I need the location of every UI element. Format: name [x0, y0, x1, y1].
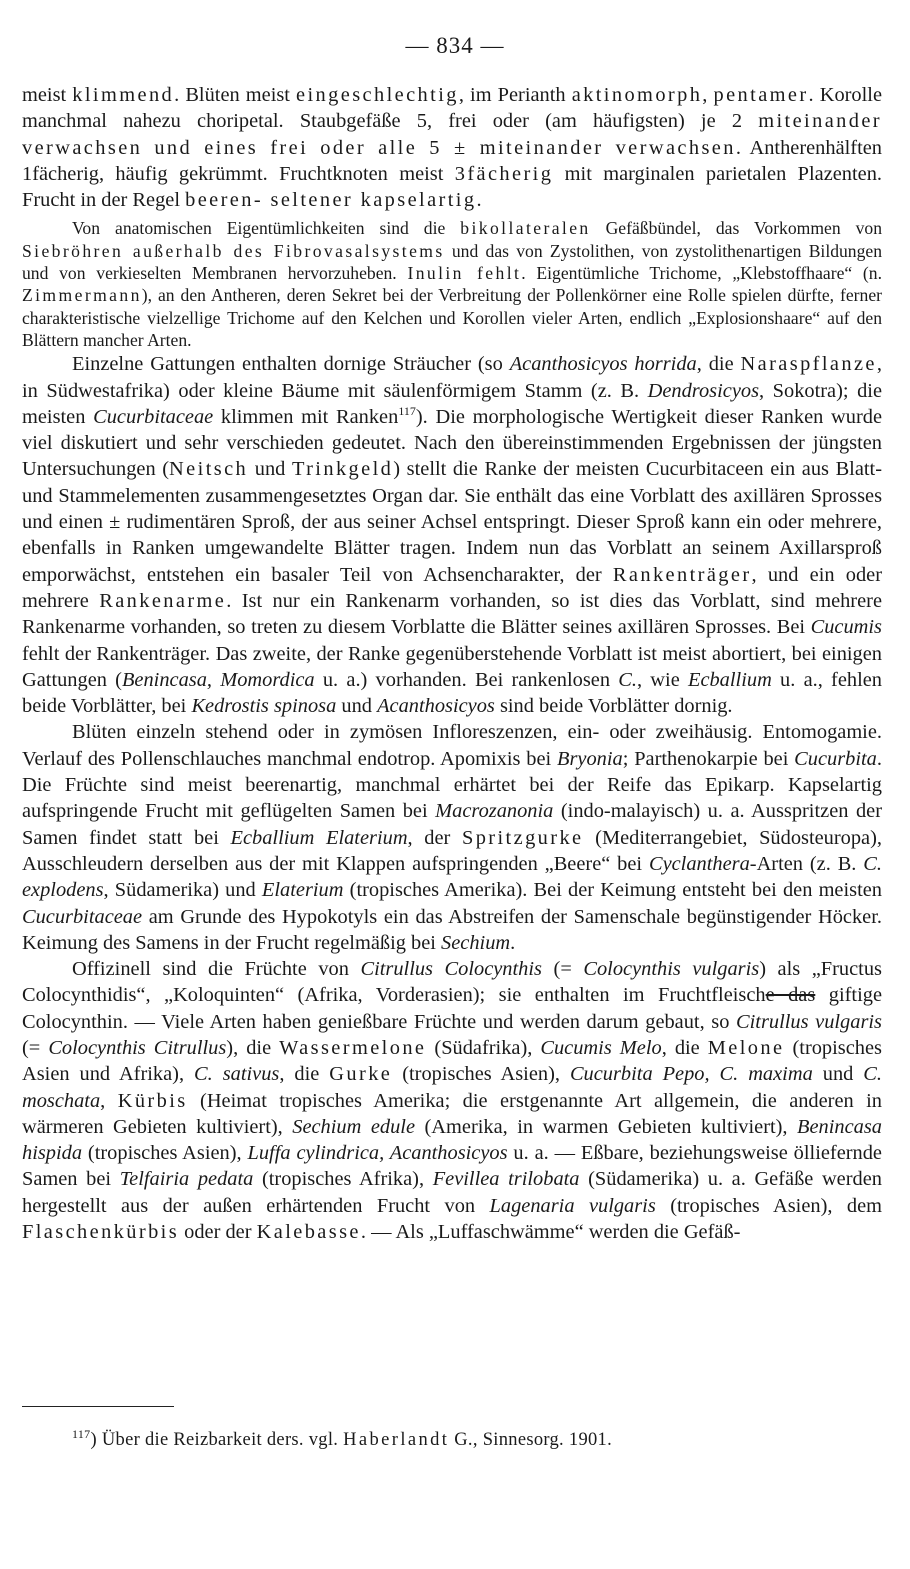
footnote: $^{117}$) Über die Reizbarkeit ders. vgl. Haberlandt G., Sinnesorg. 1901. [72, 1426, 613, 1450]
paragraph-flower-description: meist klimmend. Blüten meist eingeschlechtig, im Perianth aktinomorph, pentamer. Korolle manchmal nahezu choripetal. Staubgefäße 5, frei oder (am häufigsten) je 2 miteinander verwachsen und eines frei oder alle 5 ± miteinander verwachsen. Antherenhälften 1fächerig, häufig gekrümmt. Fruchtknoten meist 3fächerig mit marginalen parietalen Plazenten. Frucht in der Regel beeren- seltener kapselartig. [22, 84, 883, 212]
paragraph-anatomy: Von anatomischen Eigentümlichkeiten sind die bikollateralen Gefäßbündel, das Vorkommen von Siebröhren außerhalb des Fibrovasalsystems und das von Zystolithen, von zystolithenartigen Bildungen und von verkieselten Membranen hervorzuheben. Inulin fehlt. Eigentümliche Trichome, „Klebstoffhaare“ (n. Zimmermann), an den Antheren, deren Sekret bei der Verbreitung der Pollenkörner eine Rolle spielen dürfte, ferner charakteristische vielzellige Trichome auf den Kelchen und Korollen vieler Arten, endlich „Explosionshaare“ auf den Blättern mancher Arten. [22, 218, 883, 350]
paragraph-tendrils: Einzelne Gattungen enthalten dornige Sträucher (so Acanthosicyos horrida, die Naraspflanze, in Südwestafrika) oder kleine Bäume mit säulenförmigem Stamm (z. B. Dendrosicyos, Sokotra); die meisten Cucurbitaceae klimmen mit Ranken$^{117}$). Die morphologische Wertigkeit dieser Ranken wurde viel diskutiert und sehr verschieden gedeutet. Nach den übereinstimmenden Ergebnissen der jüngsten Untersuchungen (Neitsch und Trinkgeld) stellt die Ranke der meisten Cucurbitaceen ein aus Blatt- und Stammelementen zusammengesetztes Organ dar. Sie enthält das eine Vorblatt des axillären Sprosses und einen ± rudimentären Sproß, der aus seiner Achsel entspringt. Dieser Sproß kann ein oder mehrere, ebenfalls in Ranken umgewandelte Blätter tragen. Indem nun das Vorblatt an seinem Axillarsproß emporwächst, entstehen ein basaler Teil von Achsencharakter, der Rankenträger, und ein oder mehrere Rankenarme. Ist nur ein Rankenarm vorhanden, so ist dies das Vorblatt, sind mehrere Rankenarme vorhanden, so treten zu diesem Vorblatte die Blätter seines axillären Sprosses. Bei Cucumis fehlt der Rankenträger. Das zweite, der Ranke gegenüberstehende Vorblatt ist meist abortiert, bei einigen Gattungen (Benincasa, Momordica u. a.) vorhanden. Bei rankenlosen C., wie Ecballium u. a., fehlen beide Vorblätter, bei Kedrostis spinosa und Acanthosicyos sind beide Vorblätter dornig. [22, 353, 883, 718]
paragraph-uses: Offizinell sind die Früchte von Citrullus Colocynthis (= Colocynthis vulgaris) als „Fructus Colocynthidis“, „Koloquinten“ (Afrika, Vorderasien); sie enthalten im Fruchtfleische das giftige Colocynthin. — Viele Arten haben genießbare Früchte und werden darum gebaut, so Citrullus vulgaris (= Colocynthis Citrullus), die Wassermelone (Südafrika), Cucumis Melo, die Melone (tropisches Asien und Afrika), C. sativus, die Gurke (tropisches Asien), Cucurbita Pepo, C. maxima und C. moschata, Kürbis (Heimat tropisches Amerika; die erstgenannte Art allgemein, die anderen in wärmeren Gebieten kultiviert), Sechium edule (Amerika, in warmen Gebieten kultiviert), Benincasa hispida (tropisches Asien), Luffa cylindrica, Acanthosicyos u. a. — Eßbare, beziehungsweise ölliefernde Samen bei Telfairia pedata (tropisches Afrika), Fevillea trilobata (Südamerika) u. a. Gefäße werden hergestellt aus der außen erhärtenden Frucht von Lagenaria vulgaris (tropisches Asien), dem Flaschenkürbis oder der Kalebasse. — Als „Luffaschwämme“ werden die Gefäß- [22, 958, 883, 1244]
page-number: — 834 — [405, 33, 505, 58]
paragraph-flowers-fruits: Blüten einzeln stehend oder in zymösen Infloreszenzen, ein- oder zweihäusig. Entomogamie. Verlauf des Pollenschlauches manchmal endotrop. Apomixis bei Bryonia; Parthenokarpie bei Cucurbita. Die Früchte sind meist beerenartig, manchmal erhärtet bei der Reife das Epikarp. Kapselartig aufspringende Frucht mit geflügelten Samen bei Macrozanonia (indo-malayisch) u. a. Ausspritzen der Samen findet statt bei Ecballium Elaterium, der Spritzgurke (Mediterrangebiet, Südosteuropa), Ausschleudern derselben aus der mit Klappen aufspringenden „Beere“ bei Cyclanthera-Arten (z. B. C. explodens, Südamerika) und Elaterium (tropisches Amerika). Bei der Keimung entsteht bei den meisten Cucurbitaceae am Grunde des Hypokotyls ein das Abstreifen der Samenschale begünstigender Höcker. Keimung des Samens in der Frucht regelmäßig bei Sechium. [22, 721, 882, 954]
page-body [22, 82, 882, 1245]
footnote-divider [22, 1406, 174, 1407]
